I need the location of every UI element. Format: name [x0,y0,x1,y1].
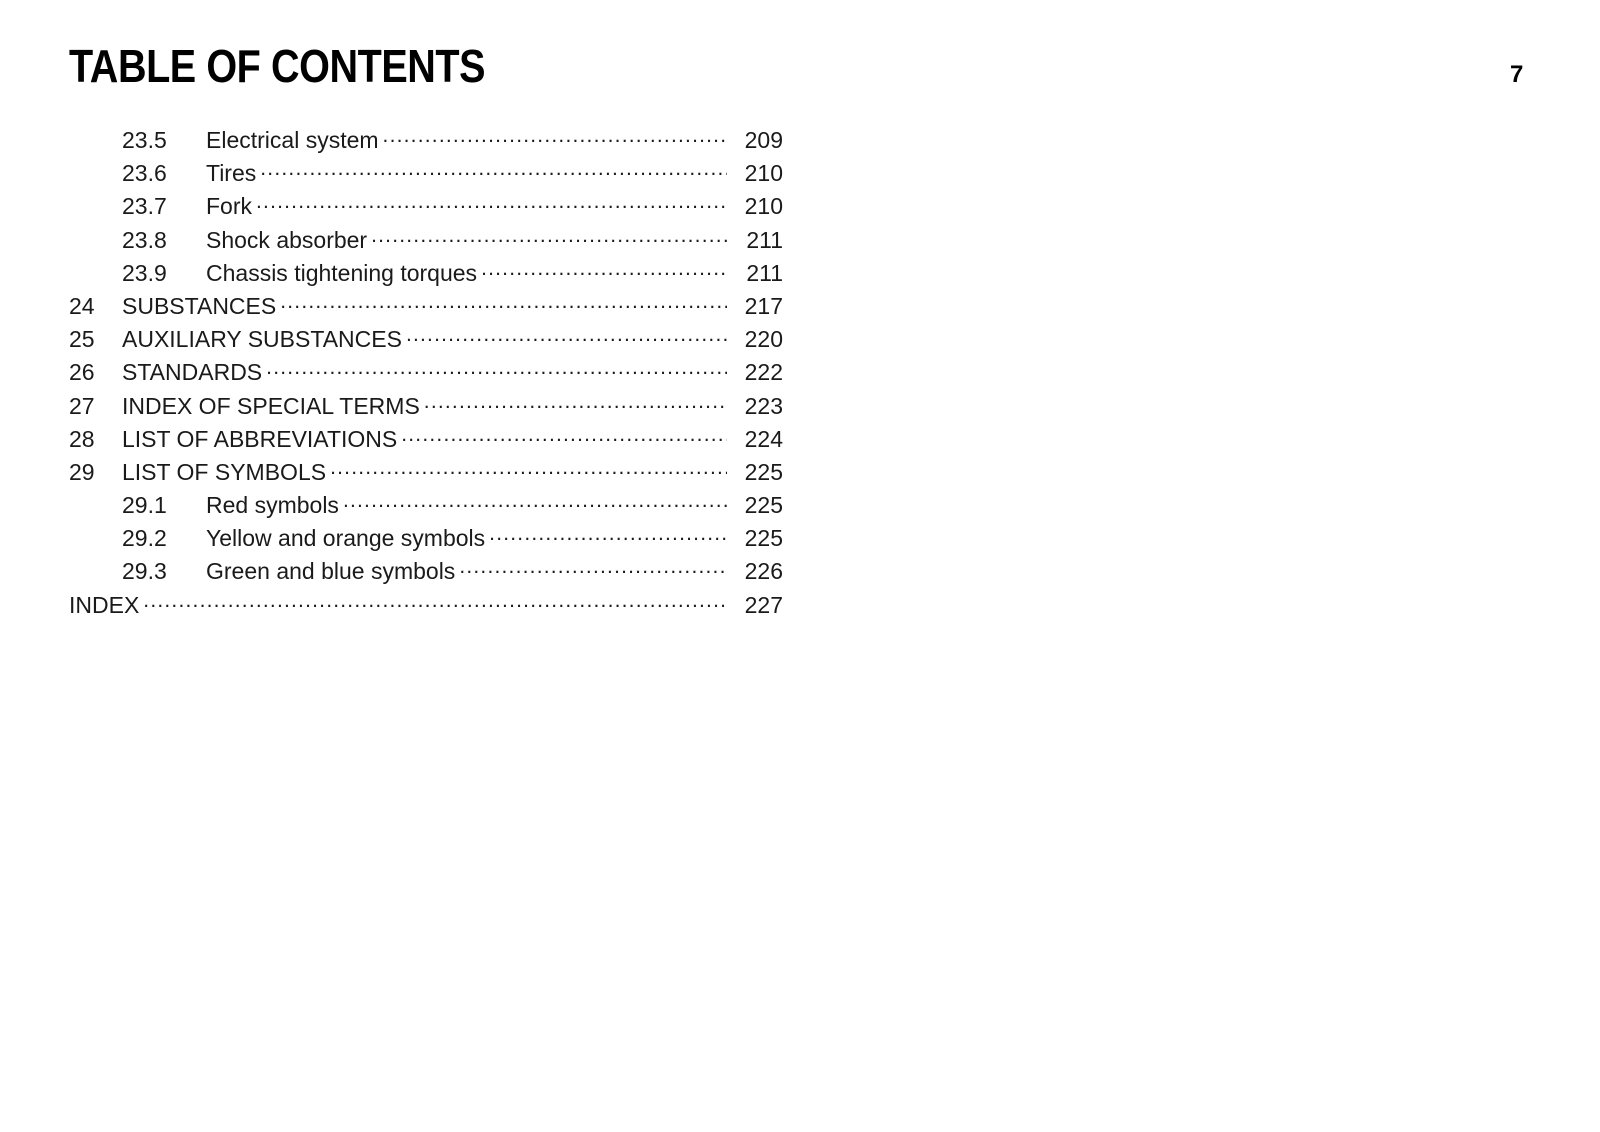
toc-leader-dots [401,417,727,447]
table-of-contents [69,118,783,616]
toc-leader-dots [280,284,727,314]
toc-leader-dots [383,118,727,148]
toc-entry-title: AUXILIARY SUBSTANCES [122,326,402,353]
toc-entry-number: 29.1 [122,492,167,519]
toc-entry-title: Shock absorber [206,226,368,253]
toc-entry-page: 217 [744,292,783,319]
toc-entry-title: Electrical system [206,127,379,153]
toc-leader-dots [343,483,727,513]
toc-entry-number: 23.6 [122,160,167,187]
toc-entry-number: 29.3 [122,558,167,585]
page-title: TABLE OF CONTENTS [69,40,486,92]
toc-entry-title: STANDARDS [122,359,263,386]
toc-entry-title: LIST OF ABBREVIATIONS [122,425,398,452]
toc-entry-page: 210 [744,193,783,220]
toc-entry-number: 29 [69,458,95,485]
toc-leader-dots [489,516,727,546]
toc-leader-dots [371,218,727,248]
toc-leader-dots [266,350,727,380]
toc-entry-page: 211 [746,226,783,253]
toc-entry-number: 28 [69,425,95,452]
toc-entry-number: 24 [69,292,95,319]
toc-entry-page: 222 [744,359,783,386]
page-number: 7 [1510,61,1524,88]
toc-entry-page: 223 [744,392,783,419]
toc-entry-number: 26 [69,359,95,386]
toc-entry-title: INDEX OF SPECIAL TERMS [122,392,420,419]
toc-entry-title: Red symbols [206,492,339,519]
toc-entry-title: SUBSTANCES [122,292,277,319]
toc-entry-page: 225 [744,525,783,552]
toc-entry-number: 29.2 [122,525,167,552]
toc-entry-title: Fork [206,193,252,220]
toc-entry-page: 225 [744,492,783,519]
toc-entry-page: 226 [744,558,783,585]
toc-entry-page: 209 [744,127,783,153]
toc-entry-page: 224 [744,425,783,452]
toc-entry-title: Yellow and orange symbols [206,525,486,552]
toc-entry-number: 23.8 [122,226,167,253]
toc-entry-title: Green and blue symbols [206,558,456,585]
toc-leader-dots [459,549,727,579]
toc-entry-title: Chassis tightening torques [206,259,478,286]
toc-entry-title: INDEX [69,591,140,618]
toc-leader-dots [424,384,727,414]
toc-entry-23-5[interactable] [69,118,783,151]
toc-entry-page: 211 [746,259,783,286]
toc-entry-page: 220 [744,326,783,353]
toc-entry-page: 210 [744,160,783,187]
toc-entry-title: Tires [206,160,257,187]
toc-entry-page: 225 [744,458,783,485]
toc-leader-dots [260,151,727,181]
toc-entry-number: 23.7 [122,193,167,220]
toc-leader-dots [143,583,727,613]
toc-entry-index[interactable] [69,583,783,616]
toc-entry-number: 25 [69,326,95,353]
toc-entry-number: 23.5 [122,127,167,153]
toc-entry-page: 227 [744,591,783,618]
toc-entry-number: 23.9 [122,259,167,286]
toc-leader-dots [256,184,727,214]
toc-leader-dots [481,251,727,281]
toc-entry-number: 27 [69,392,95,419]
toc-leader-dots [406,317,727,347]
toc-leader-dots [330,450,727,480]
toc-entry-title: LIST OF SYMBOLS [122,458,327,485]
